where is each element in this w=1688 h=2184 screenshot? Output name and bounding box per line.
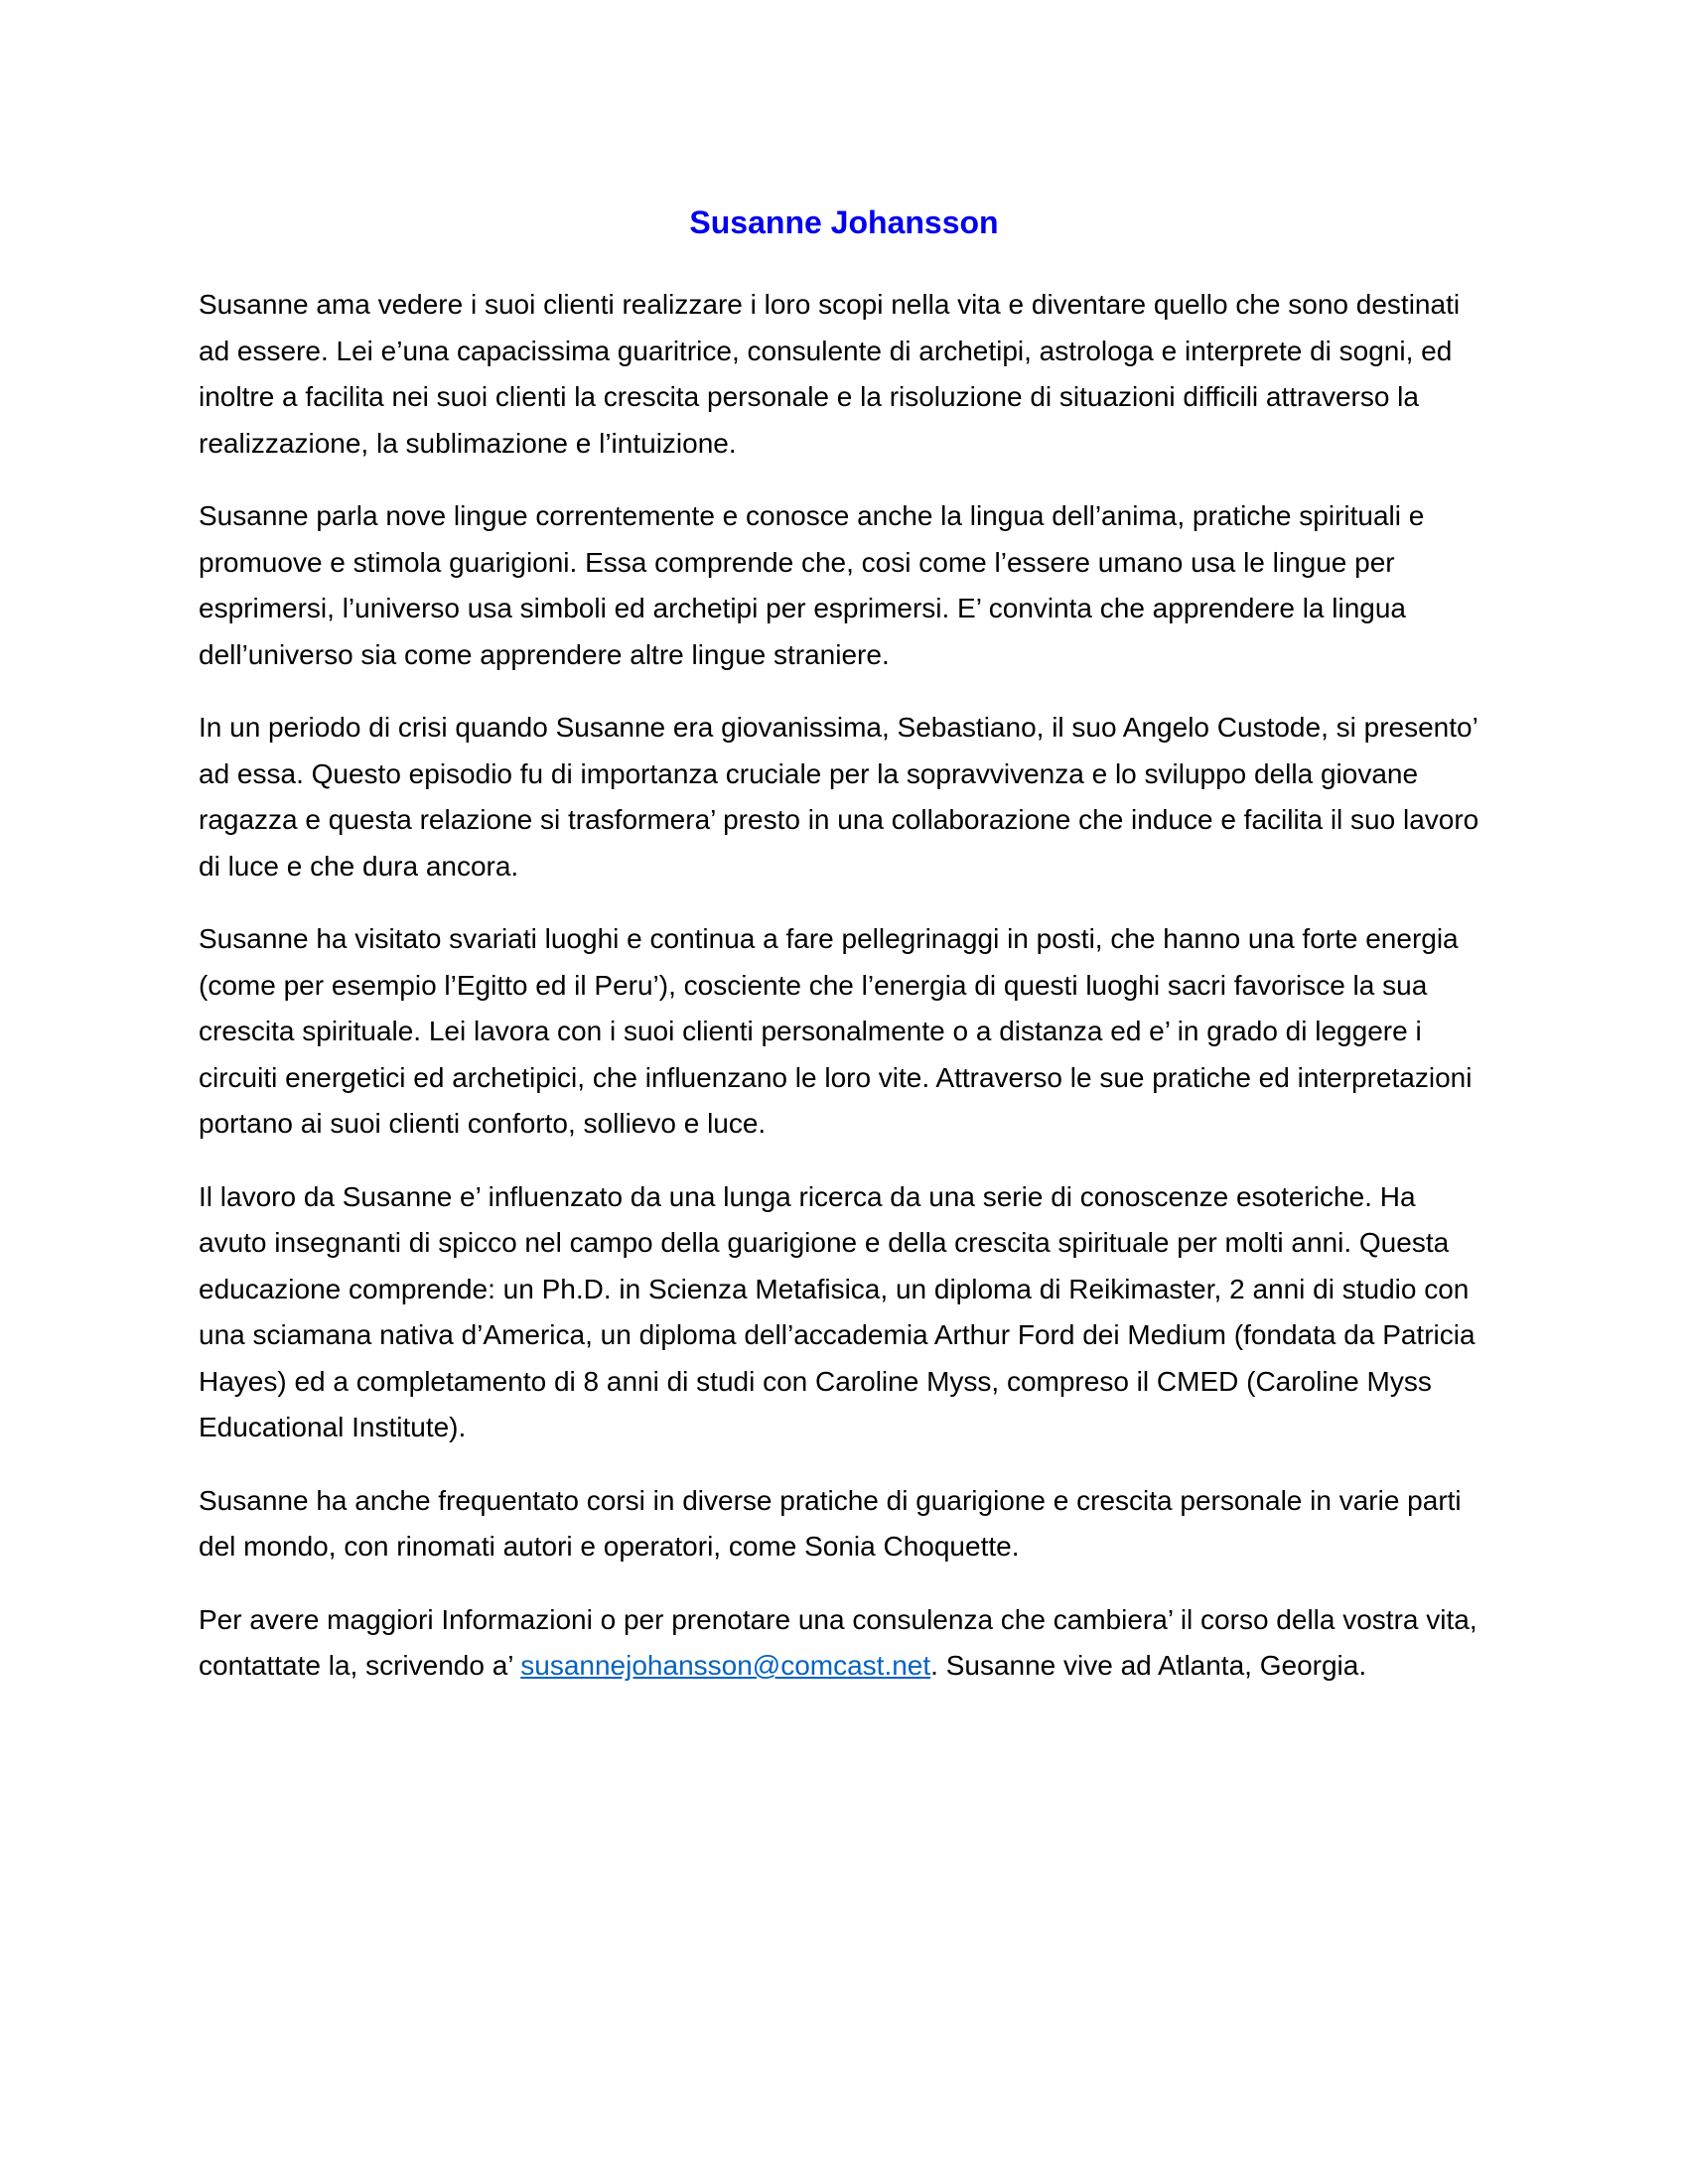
paragraph-education: Il lavoro da Susanne e’ influenzato da una lunga ricerca da una serie di conoscenze esoteriche. Ha avuto insegnanti di spicco nel campo della guarigione e della crescita spirituale per molti anni. Questa educazione comprende: un Ph.D. in Scienza Metafisica, un diploma di Reikimaster, 2 anni di studio con una sciamana nativa d’America, un diploma dell’accademia Arthur Ford dei Medium (fondata da Patricia Hayes) ed a completamento di 8 anni di studi con Caroline Myss, compreso il CMED (Caroline Myss Educational Institute). bbox=[199, 1180, 1476, 1442]
paragraph-intro: Susanne ama vedere i suoi clienti realizzare i loro scopi nella vita e diventare quello che sono destinati ad essere. Lei e’una capacissima guaritrice, consulente di archetipi, astrologa e interprete di sogni, ed inoltre a facilita nei suoi clienti la crescita personale e la risoluzione di situazioni difficili attraverso la realizzazione, la sublimazione e l’intuizione. bbox=[199, 289, 1461, 459]
paragraph-languages: Susanne parla nove lingue correntemente e conosce anche la lingua dell’anima, pratiche spirituali e promuove e stimola guarigioni. Essa comprende che, cosi come l’essere umano usa le lingue per esprimersi, l’universo usa simboli ed archetipi per esprimersi. E’ convinta che apprendere la lingua dell’universo sia come apprendere altre lingue straniere. bbox=[199, 500, 1425, 670]
paragraph-contact bbox=[199, 1597, 1489, 1690]
contact-text-before: Per avere maggiori Informazioni o per prenotare una consulenza che cambiera’ il corso della vostra vita, contattate la, scrivendo a’ bbox=[199, 1603, 1477, 1681]
paragraph-pilgrimages: Susanne ha visitato svariati luoghi e continua a fare pellegrinaggi in posti, che hanno una forte energia (come per esempio l’Egitto ed il Peru’), cosciente che l’energia di questi luoghi sacri favorisce la sua crescita spirituale. Lei lavora con i suoi clienti personalmente o a distanza ed e’ in grado di leggere i circuiti energetici ed archetipici, che influenzano le loro vite. Attraverso le sue pratiche ed interpretazioni portano ai suoi clienti conforto, sollievo e luce. bbox=[199, 923, 1473, 1139]
document-title: Susanne Johansson bbox=[689, 205, 999, 240]
document-page bbox=[199, 199, 1489, 1716]
contact-text-after: . Susanne vive ad Atlanta, Georgia. bbox=[930, 1650, 1367, 1681]
paragraph-guardian-angel: In un periodo di crisi quando Susanne era giovanissima, Sebastiano, il suo Angelo Custode, si presento’ ad essa. Questo episodio fu di importanza cruciale per la sopravvivenza e lo sviluppo della giovane ragazza e questa relazione si trasformera’ presto in una collaborazione che induce e facilita il suo lavoro di luce e che dura ancora. bbox=[199, 712, 1479, 882]
paragraph-courses: Susanne ha anche frequentato corsi in diverse pratiche di guarigione e crescita personale in varie parti del mondo, con rinomati autori e operatori, come Sonia Choquette. bbox=[199, 1484, 1462, 1562]
email-link[interactable]: susannejohansson@comcast.net bbox=[520, 1650, 931, 1681]
